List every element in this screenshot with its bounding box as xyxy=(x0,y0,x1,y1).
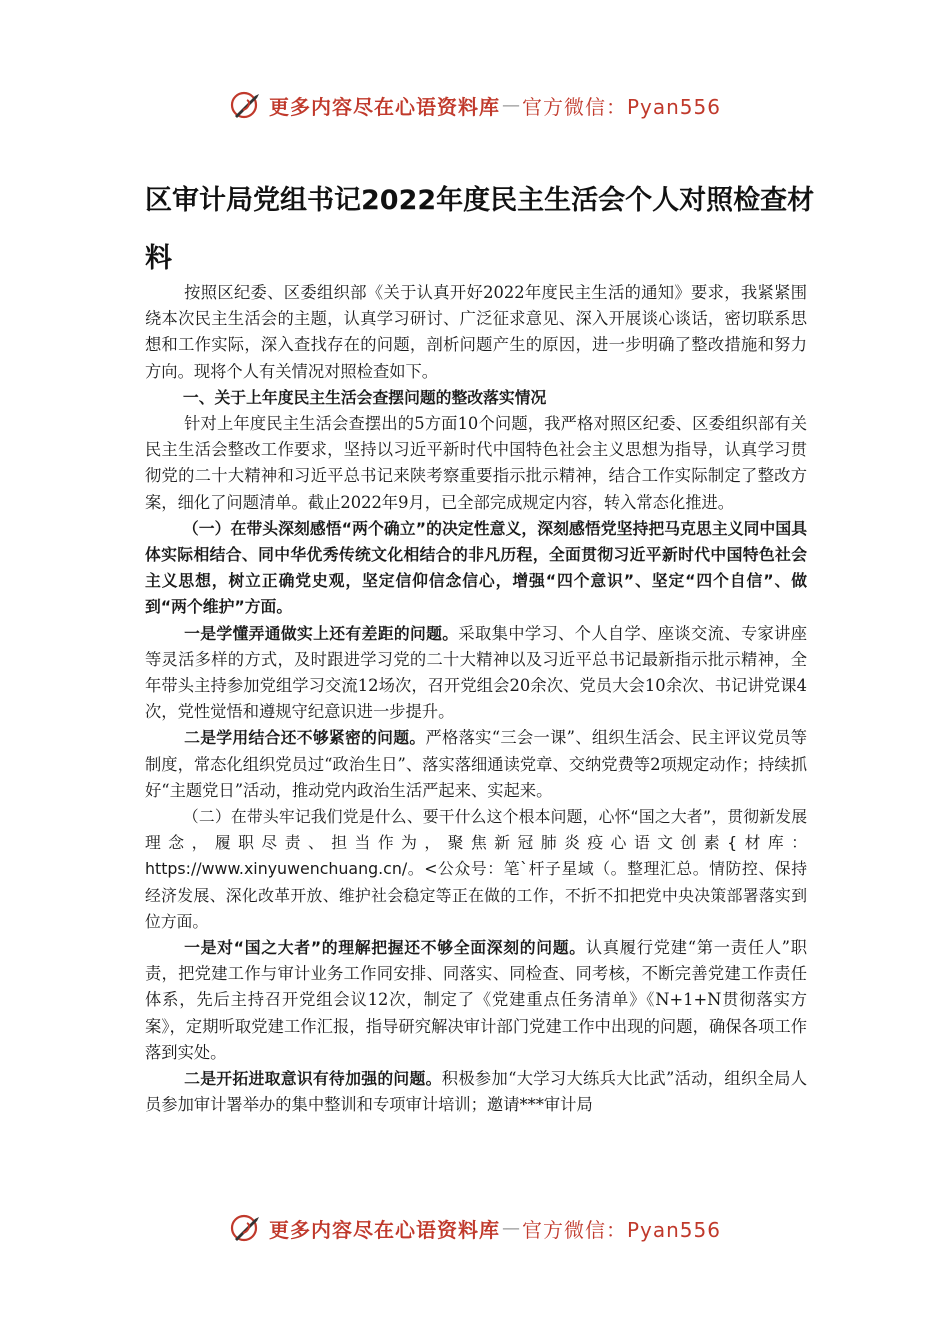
item-paragraph-3 xyxy=(145,935,807,1066)
banner-text: 更多内容尽在心语资料库 xyxy=(268,1217,500,1242)
header-banner xyxy=(0,85,950,125)
document-body xyxy=(145,280,807,1119)
footer-banner xyxy=(0,1208,950,1248)
item-body-4: 积极参加“大学习大练兵大比武”活动，组织全局人员参加审计署举办的集中整训和专项审计培训；邀请***审计局 xyxy=(145,1069,807,1115)
item-body-2: 严格落实“三会一课”、组织生活会、民主评议党员等制度，常态化组织党员过“政治生日”、落实落细通读党章、交纳党费等2项规定动作；持续抓好“主题党日”活动，推动党内政治生活严起来、实起来。 xyxy=(145,728,807,800)
banner-separator: — xyxy=(501,94,520,116)
item-lead-3: 一是对“国之大者”的理解把握还不够全面深刻的问题。 xyxy=(184,938,586,958)
rectification-paragraph: 针对上年度民主生活会查摆出的5方面10个问题，我严格对照区纪委、区委组织部有关民主生活会整改工作要求，坚持以习近平新时代中国特色社会主义思想为指导，认真学习贯彻党的二十大精神和习近平总书记来陕考察重要指示批示精神，结合工作实际制定了整改方案，细化了问题清单。截止2022年9月，已全部完成规定内容，转入常态化推进。 xyxy=(145,414,807,512)
banner-wechat: 官方微信：Pyan556 xyxy=(521,94,721,119)
pen-logo-icon xyxy=(229,88,263,122)
section-heading-1: 一、关于上年度民主生活会查摆问题的整改落实情况 xyxy=(182,387,547,407)
item-paragraph-2 xyxy=(145,725,807,804)
subsection-heading-2: （二）在带头牢记我们党是什么、要干什么这个根本问题，心怀“国之大者”，贯彻新发展理念，履职尽责、担当作为，聚焦新冠肺炎疫心语文创素{材库：https://www.xinyuwenchuang.cn/。<公众号：笔`杆子星域（。整理汇总。情防控、保持经济发展、深化改革开放、维护社会稳定等正在做的工作，不折不扣把党中央决策部署落实到位方面。 xyxy=(145,807,807,931)
item-body-1: 采取集中学习、个人自学、座谈交流、专家讲座等灵活多样的方式，及时跟进学习党的二十大精神以及习近平总书记最新指示批示精神，全年带头主持参加党组学习交流12场次，召开党组会20余次、党员大会10余次、书记讲党课4次，党性觉悟和遵规守纪意识进一步提升。 xyxy=(145,623,807,722)
item-paragraph-4 xyxy=(145,1066,807,1118)
item-lead-1: 一是学懂弄通做实上还有差距的问题。 xyxy=(184,623,459,643)
intro-paragraph: 按照区纪委、区委组织部《关于认真开好2022年度民主生活的通知》要求，我紧紧围绕本次民主生活会的主题，认真学习研讨、广泛征求意见、深入开展谈心谈话，密切联系思想和工作实际，深入查找存在的问题，剖析问题产生的原因，进一步明确了整改措施和努力方向。现将个人有关情况对照检查如下。 xyxy=(145,283,807,381)
item-lead-4: 二是开拓进取意识有待加强的问题。 xyxy=(184,1069,442,1089)
document-title: 区审计局党组书记2022年度民主生活会个人对照检查材料 xyxy=(145,185,815,274)
subsection-heading-1: （一）在带头深刻感悟“两个确立”的决定性意义，深刻感悟党坚持把马克思主义同中国具体实际相结合、同中华优秀传统文化相结合的非凡历程，全面贯彻习近平新时代中国特色社会主义思想，树立正确党史观，坚定信仰信念信心，增强“四个意识”、坚定“四个自信”、做到“两个维护”方面。 xyxy=(145,518,807,617)
banner-wechat: 官方微信：Pyan556 xyxy=(521,1217,721,1242)
banner-separator: — xyxy=(501,1217,520,1239)
pen-logo-icon xyxy=(229,1211,263,1245)
banner-text: 更多内容尽在心语资料库 xyxy=(268,94,500,119)
item-body-3: 认真履行党建“第一责任人”职责，把党建工作与审计业务工作同安排、同落实、同检查、同考核，不断完善党建工作责任体系，先后主持召开党组会议12次，制定了《党建重点任务清单》《N+1+N贯彻落实方案》，定期听取党建工作汇报，指导研究解决审计部门党建工作中出现的问题，确保各项工作落到实处。 xyxy=(145,938,807,1062)
item-lead-2: 二是学用结合还不够紧密的问题。 xyxy=(184,728,426,748)
item-paragraph-1 xyxy=(145,621,807,726)
